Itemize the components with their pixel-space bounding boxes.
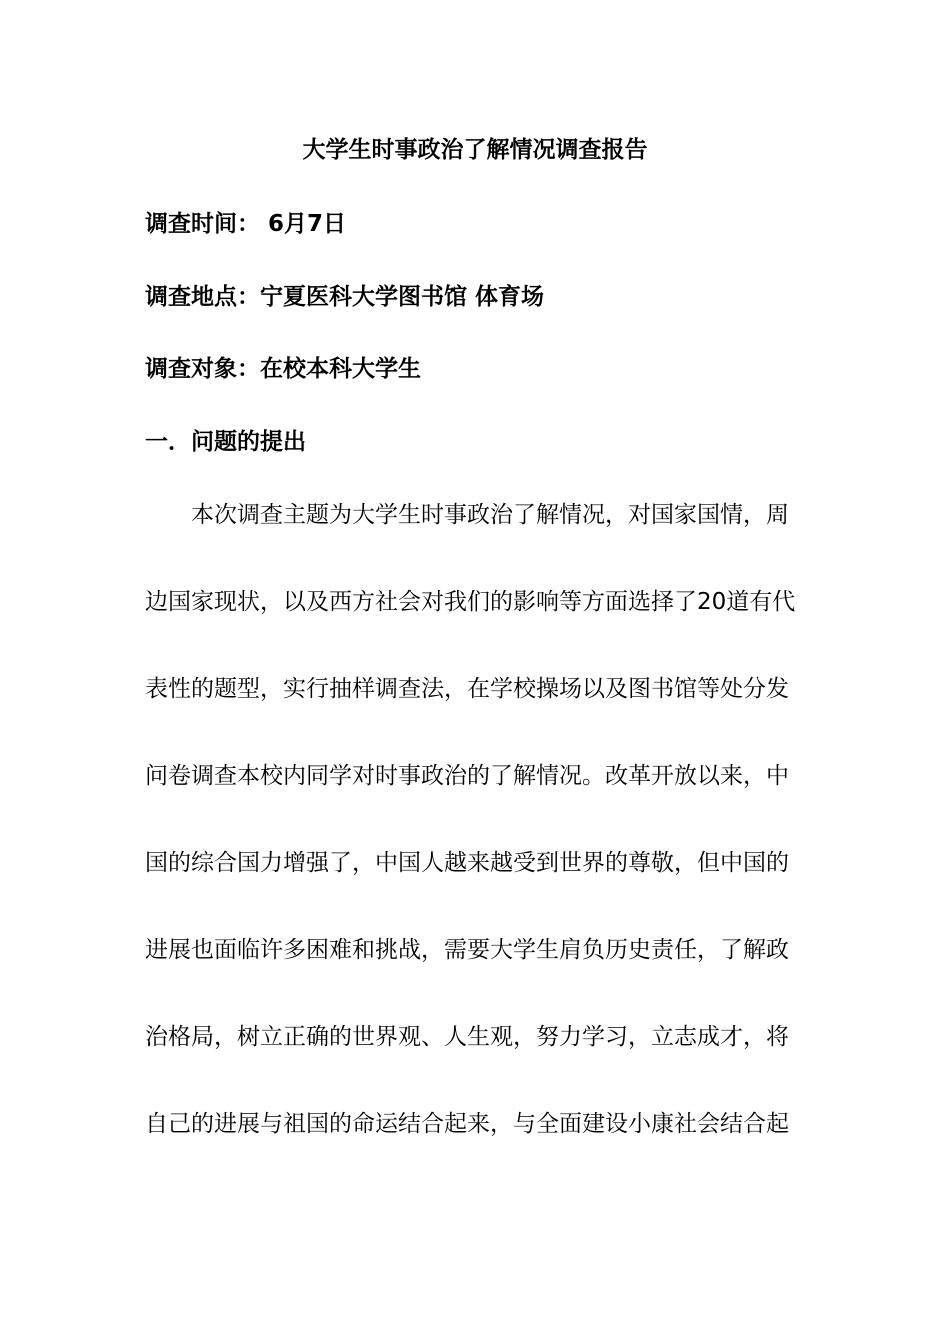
survey-time-label: 调查时间：: [145, 211, 260, 237]
paragraph-line: 本次调查主题为大学生时事政治了解情况，对国家国情，周: [191, 502, 789, 528]
paragraph-line: 边国家现状，以及西方社会对我们的影响等方面选择了20道有代: [145, 589, 796, 615]
section-heading: 一．问题的提出: [145, 429, 306, 455]
paragraph-line: 表性的题型，实行抽样调查法，在学校操场以及图书馆等处分发: [145, 676, 789, 702]
survey-location-value: 宁夏医科大学图书馆 体育场: [260, 284, 545, 310]
paragraph-line: 自己的进展与祖国的命运结合起来，与全面建设小康社会结合起: [145, 1111, 789, 1137]
paragraph-line: 治格局，树立正确的世界观、人生观，努力学习，立志成才，将: [145, 1024, 789, 1050]
paragraph-line: 国的综合国力增强了，中国人越来越受到世界的尊敬，但中国的: [145, 850, 789, 876]
survey-time-value: 6月7日: [260, 211, 347, 237]
survey-location-field: [145, 280, 544, 314]
survey-subject-field: [145, 352, 421, 386]
paragraph-line: 问卷调查本校内同学对时事政治的了解情况。改革开放以来，中: [145, 763, 789, 789]
survey-subject-label: 调查对象：: [145, 356, 260, 382]
paragraph-line: 进展也面临许多困难和挑战，需要大学生肩负历史责任，了解政: [145, 937, 789, 963]
survey-location-label: 调查地点：: [145, 284, 260, 310]
document-title: 大学生时事政治了解情况调查报告: [302, 137, 648, 163]
survey-subject-value: 在校本科大学生: [260, 356, 421, 382]
survey-time-field: [145, 207, 346, 241]
